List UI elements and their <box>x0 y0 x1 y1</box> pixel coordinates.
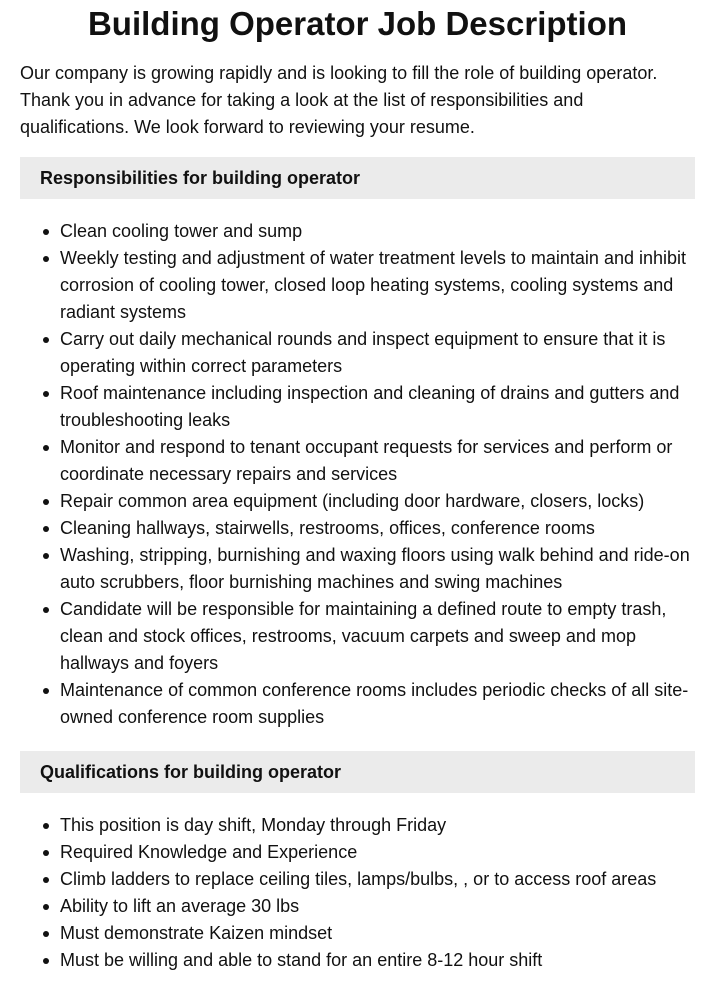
list-item: Maintenance of common conference rooms includes periodic checks of all site-owned conference room supplies <box>60 677 695 731</box>
list-item: Weekly testing and adjustment of water treatment levels to maintain and inhibit corrosion of cooling tower, closed loop heating systems, cooling systems and radiant systems <box>60 245 695 326</box>
list-item: Cleaning hallways, stairwells, restrooms, offices, conference rooms <box>60 515 695 542</box>
list-item: Must demonstrate Kaizen mindset <box>60 920 695 947</box>
qualifications-list <box>20 812 695 974</box>
intro-paragraph: Our company is growing rapidly and is looking to fill the role of building operator. Thank you in advance for taking a look at the list of responsibilities and qualifications. We look forward to reviewing your resume. <box>20 63 658 137</box>
list-item: Candidate will be responsible for maintaining a defined route to empty trash, clean and stock offices, restrooms, vacuum carpets and sweep and mop hallways and foyers <box>60 596 695 677</box>
list-item: Washing, stripping, burnishing and waxing floors using walk behind and ride-on auto scrubbers, floor burnishing machines and swing machines <box>60 542 695 596</box>
list-item: Carry out daily mechanical rounds and inspect equipment to ensure that it is operating within correct parameters <box>60 326 695 380</box>
list-item: Must be willing and able to stand for an entire 8-12 hour shift <box>60 947 695 974</box>
list-item: Climb ladders to replace ceiling tiles, lamps/bulbs, , or to access roof areas <box>60 866 695 893</box>
responsibilities-list <box>20 218 695 731</box>
list-item: This position is day shift, Monday through Friday <box>60 812 695 839</box>
page-title: Building Operator Job Description <box>87 5 628 42</box>
list-item: Monitor and respond to tenant occupant requests for services and perform or coordinate necessary repairs and services <box>60 434 695 488</box>
responsibilities-heading: Responsibilities for building operator <box>20 157 695 199</box>
list-item: Ability to lift an average 30 lbs <box>60 893 695 920</box>
qualifications-heading: Qualifications for building operator <box>20 751 695 793</box>
list-item: Repair common area equipment (including door hardware, closers, locks) <box>60 488 695 515</box>
list-item: Roof maintenance including inspection and cleaning of drains and gutters and troubleshooting leaks <box>60 380 695 434</box>
list-item: Required Knowledge and Experience <box>60 839 695 866</box>
list-item: Clean cooling tower and sump <box>60 218 695 245</box>
